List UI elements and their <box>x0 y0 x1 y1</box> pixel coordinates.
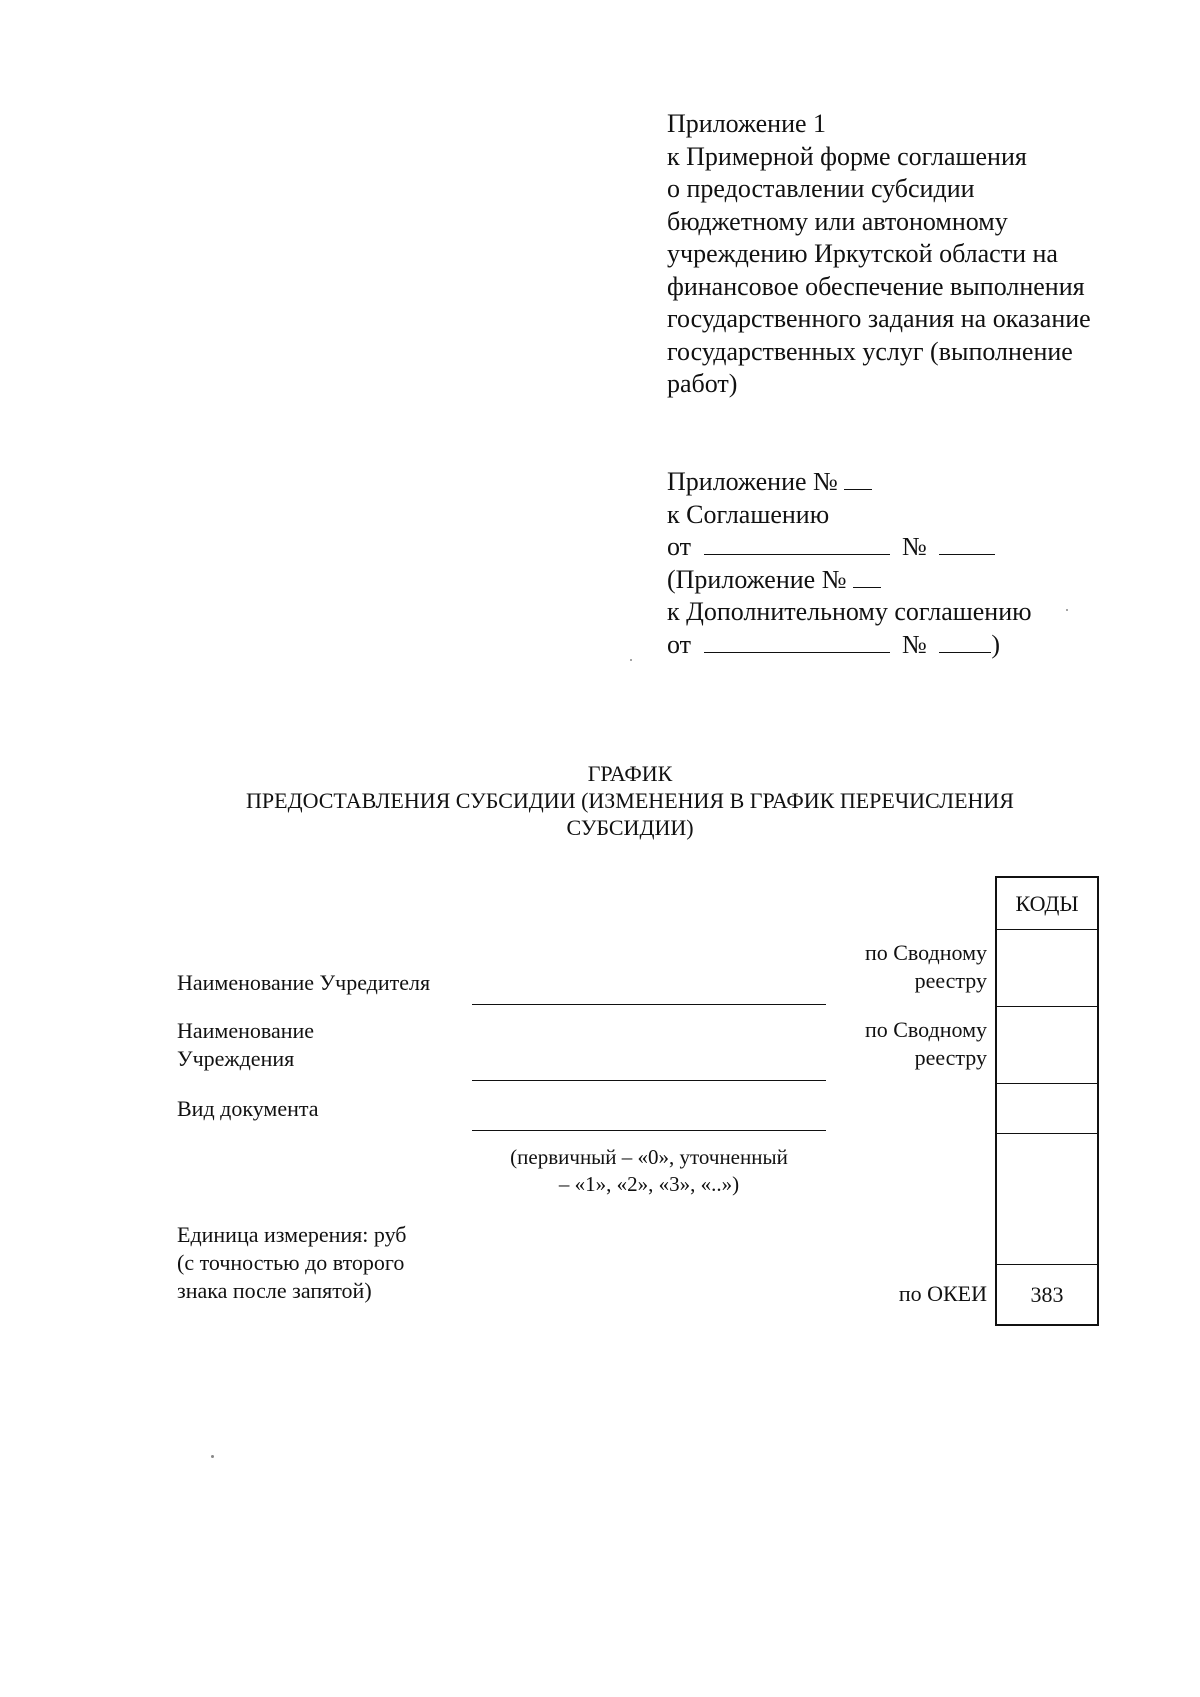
doc-type-field[interactable] <box>472 1130 826 1131</box>
okei-label: по ОКЕИ <box>898 1281 987 1306</box>
appendix-line: государственного задания на оказание <box>667 304 1091 333</box>
supplementary-appendix-line <box>667 564 1167 597</box>
number-label: № <box>902 532 927 561</box>
registry-label-founder <box>780 939 987 995</box>
appendix-line: Приложение 1 <box>667 109 827 138</box>
registry-label-line-1: по Сводному <box>864 1017 987 1042</box>
founder-name-field[interactable] <box>472 1004 826 1005</box>
blank-code-cell <box>997 1134 1097 1265</box>
agreement-date-blank[interactable] <box>704 534 890 555</box>
supplementary-appendix-label: (Приложение № <box>667 564 847 594</box>
appendix-line: о предоставлении субсидии <box>667 174 975 203</box>
registry-label-institution <box>780 1016 987 1072</box>
unit-label-line-3: знака после запятой) <box>177 1278 372 1303</box>
appendix-line: к Примерной форме соглашения <box>667 141 1027 171</box>
title-line-2: ПРЕДОСТАВЛЕНИЯ СУБСИДИИ (ИЗМЕНЕНИЯ В ГРАФИК ПЕРЕЧИСЛЕНИЯ <box>246 788 1014 813</box>
institution-code-cell[interactable] <box>997 1007 1097 1084</box>
from-label-2: от <box>667 629 692 659</box>
title-line-3: СУБСИДИИ) <box>566 815 694 840</box>
founder-label: Наименование Учредителя <box>177 970 431 995</box>
agreement-number-blank[interactable] <box>939 534 995 555</box>
codes-table <box>995 876 1099 1326</box>
doc-type-label: Вид документа <box>177 1096 319 1121</box>
registry-label-line-2: реестру <box>914 968 987 993</box>
okei-code-cell[interactable]: 383 <box>1030 1281 1064 1307</box>
scan-speck <box>1066 609 1068 611</box>
agreement-reference <box>667 466 1167 661</box>
appendix-line: государственных услуг (выполнение <box>667 336 1073 366</box>
document-title <box>180 760 1080 841</box>
scan-speck <box>211 1455 214 1458</box>
doc-type-hint-line-2: – «1», «2», «3», «..») <box>558 1172 740 1196</box>
scan-speck <box>630 659 632 661</box>
appendix-number-blank[interactable] <box>844 469 872 490</box>
institution-label-line-2: Учреждения <box>177 1046 295 1071</box>
doc-type-code-cell[interactable] <box>997 1084 1097 1134</box>
appendix-line: финансовое обеспечение выполнения <box>667 271 1085 301</box>
codes-header: КОДЫ <box>997 878 1097 930</box>
institution-name-field[interactable] <box>472 1080 826 1081</box>
appendix-line: работ) <box>667 369 738 398</box>
agreement-appendix-number-line <box>667 466 1167 499</box>
founder-code-cell[interactable] <box>997 930 1097 1007</box>
supplementary-number-blank[interactable] <box>939 632 991 653</box>
institution-label-line-1: Наименование <box>177 1018 315 1043</box>
agreement-appendix-label: Приложение № <box>667 467 838 496</box>
title-line-1: ГРАФИК <box>587 761 673 786</box>
doc-type-hint-line-1: (первичный – «0», уточненный <box>510 1145 788 1169</box>
unit-label-line-1: Единица измерения: руб <box>177 1222 407 1247</box>
unit-label-line-2: (с точностью до второго <box>177 1250 405 1275</box>
appendix-heading <box>667 108 1167 401</box>
to-supplementary-line: к Дополнительному соглашению <box>667 597 1032 626</box>
appendix-line: бюджетному или автономному <box>667 206 1008 236</box>
appendix-line: учреждению Иркутской области на <box>667 239 1058 268</box>
supplementary-date-line <box>667 629 1167 662</box>
close-paren: ) <box>991 629 1001 659</box>
agreement-date-line <box>667 531 1167 564</box>
supplementary-appendix-number-blank[interactable] <box>853 567 881 588</box>
registry-label-line-1: по Сводному <box>864 940 987 965</box>
registry-label-line-2: реестру <box>914 1045 987 1070</box>
number-label-2: № <box>902 629 927 659</box>
to-agreement-line: к Соглашению <box>667 499 830 529</box>
supplementary-date-blank[interactable] <box>704 632 890 653</box>
from-label: от <box>667 532 692 561</box>
